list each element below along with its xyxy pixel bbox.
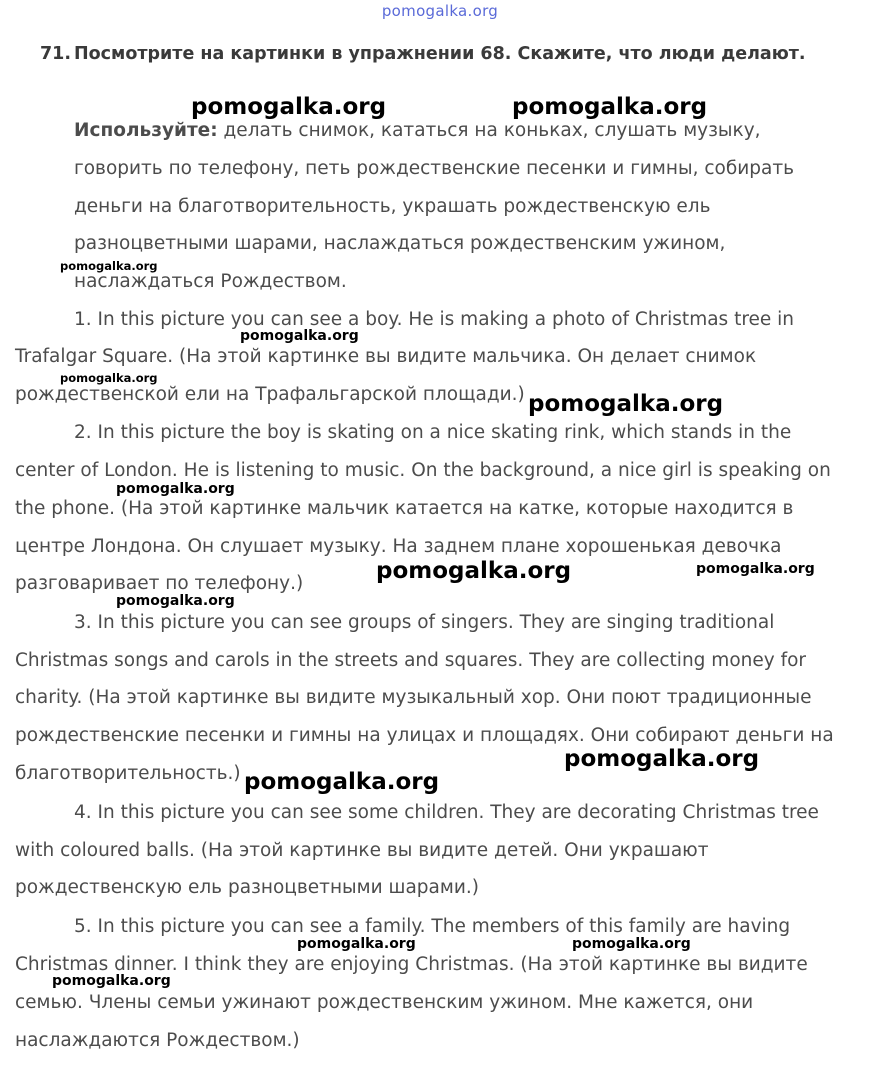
answer-3-line: рождественские песенки и гимны на улицах и площадях. Они собирают деньги на	[15, 725, 834, 746]
answer-5-line: наслаждаются Рождеством.)	[15, 1030, 300, 1051]
watermark: pomogalka.org	[512, 94, 708, 120]
hint-label: Используйте:	[74, 120, 218, 141]
watermark: pomogalka.org	[191, 94, 387, 120]
watermark: pomogalka.org	[564, 746, 760, 772]
hint-line: деньги на благотворительность, украшать рождественскую ель	[74, 196, 711, 217]
watermark: pomogalka.org	[60, 259, 158, 273]
answer-5-line: семью. Члены семьи ужинают рождественским ужином. Мне кажется, они	[15, 992, 754, 1013]
answer-1-line: Trafalgar Square. (На этой картинке вы видите мальчика. Он делает снимок	[15, 346, 757, 367]
watermark: pomogalka.org	[244, 769, 440, 795]
hint-line: наслаждаться Рождеством.	[74, 271, 347, 292]
hint-line	[74, 120, 761, 141]
watermark: pomogalka.org	[696, 561, 815, 577]
answer-3-line: 3. In this picture you can see groups of singers. They are singing traditional	[74, 612, 775, 633]
top-watermark: pomogalka.org	[381, 2, 499, 20]
exercise-number: 71.	[40, 44, 72, 64]
watermark: pomogalka.org	[297, 936, 416, 952]
answer-2-line: center of London. He is listening to music. On the background, a nice girl is speaking on	[15, 460, 831, 481]
answer-1-line: 1. In this picture you can see a boy. He is making a photo of Christmas tree in	[74, 309, 795, 330]
answer-3-line: Christmas songs and carols in the streets and squares. They are collecting money for	[15, 650, 807, 671]
answer-5-line: Christmas dinner. I think they are enjoying Christmas. (На этой картинке вы видите	[15, 954, 808, 975]
answer-2-line: the phone. (На этой картинке мальчик катается на катке, которые находится в	[15, 498, 794, 519]
hint-line: разноцветными шарами, наслаждаться рождественским ужином,	[74, 233, 726, 254]
answer-4-line: 4. In this picture you can see some children. They are decorating Christmas tree	[74, 802, 819, 823]
answer-3-line: благотворительность.)	[15, 763, 241, 784]
watermark: pomogalka.org	[376, 558, 572, 584]
answer-3-line: charity. (На этой картинке вы видите музыкальный хор. Они поют традиционные	[15, 687, 812, 708]
hint-line: говорить по телефону, петь рождественские песенки и гимны, собирать	[74, 158, 795, 179]
hint-text: делать снимок, кататься на коньках, слушать музыку,	[217, 120, 761, 141]
answer-1-line: рождественской ели на Трафальгарской площади.)	[15, 384, 525, 405]
answer-2-line: 2. In this picture the boy is skating on a nice skating rink, which stands in the	[74, 422, 792, 443]
watermark: pomogalka.org	[60, 371, 158, 385]
exercise-title-text: Посмотрите на картинки в упражнении 68. Скажите, что люди делают.	[74, 44, 806, 64]
answer-4-line: with coloured balls. (На этой картинке вы видите детей. Они украшают	[15, 840, 709, 861]
watermark: pomogalka.org	[52, 973, 171, 989]
watermark: pomogalka.org	[528, 391, 724, 417]
answer-2-line: центре Лондона. Он слушает музыку. На заднем плане хорошенькая девочка	[15, 536, 782, 557]
watermark: pomogalka.org	[572, 936, 691, 952]
exercise-title	[40, 44, 806, 64]
answer-5-line: 5. In this picture you can see a family. The members of this family are having	[74, 916, 791, 937]
watermark: pomogalka.org	[116, 481, 235, 497]
watermark: pomogalka.org	[116, 593, 235, 609]
watermark: pomogalka.org	[240, 328, 359, 344]
answer-4-line: рождественскую ель разноцветными шарами.)	[15, 877, 479, 898]
answer-2-line: разговаривает по телефону.)	[15, 573, 304, 594]
